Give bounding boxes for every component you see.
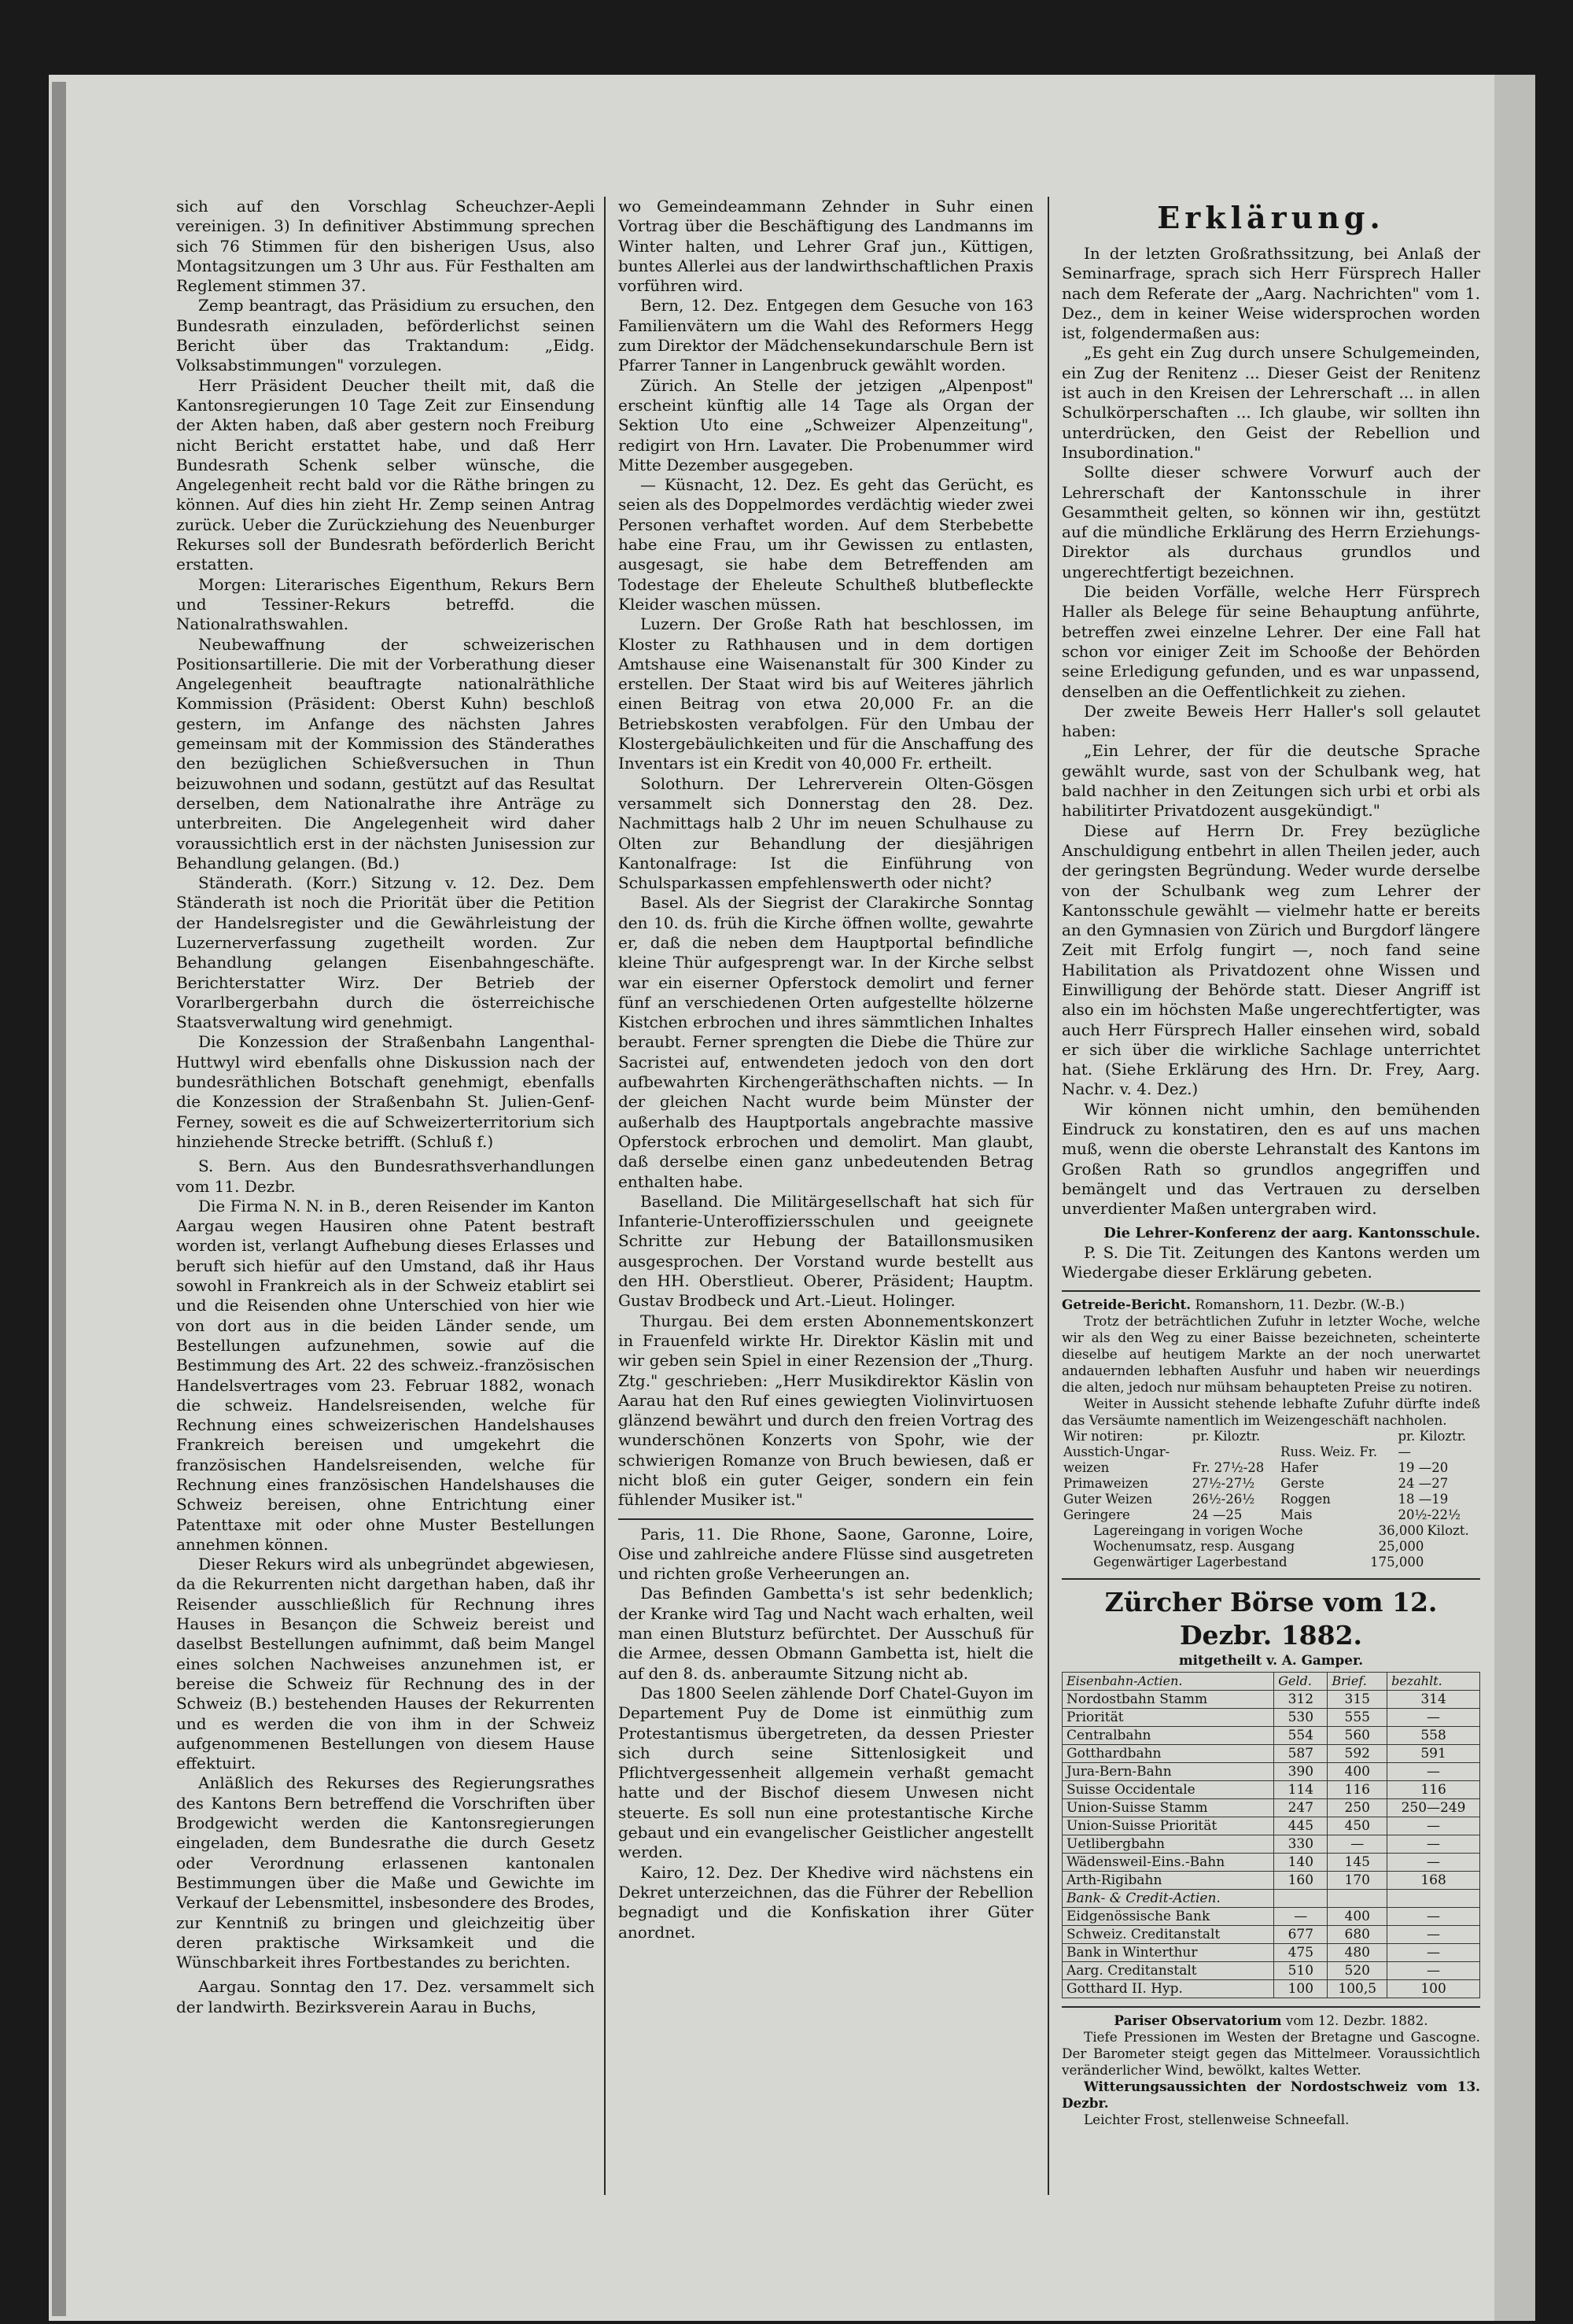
stock-unit [1425, 1539, 1480, 1555]
stock-label: Gegenwärtiger Lagerbestand [1093, 1555, 1288, 1570]
boerse-cell-brief: 560 [1328, 1727, 1387, 1745]
grain-name: Roggen [1280, 1492, 1331, 1507]
boerse-cell-geld: 445 [1274, 1817, 1328, 1835]
boerse-cell-bez: — [1387, 1944, 1480, 1962]
article-paragraph: Basel. Als der Siegrist der Clarakirche Sonntag den 10. ds. früh die Kirche öffnen wollte, gewahrte er, daß die neben dem Hauptportal befindliche kleine Thür aufgesprengt war. In der Kirche selbst war ein eiserner Opferstock demolirt und ferner fünf an verschiedenen Orten aufgestellte hölzerne Kistchen erbrochen und ihres sämmtlichen Inhaltes beraubt. Ferner sprengten die Diebe die Thüre zur Sacristei auf, entwendeten jedoch von den dort aufbewahrten Kirchengeräthschaften nichts. — In der gleichen Nacht wurde beim Münster der außerhalb des Hauptportals angebrachte massive Opferstock erbrochen und demolirt. Man glaubt, daß derselbe einen ganz unbedeutenden Betrag enthalten habe. [618, 893, 1033, 1191]
boerse-cell-name: Schweiz. Creditanstalt [1063, 1926, 1274, 1944]
grain-price: — [1398, 1444, 1411, 1460]
grain-row [1062, 1460, 1480, 1476]
boerse-cell-brief: 100,5 [1328, 1980, 1387, 1998]
boerse-cell-brief: 170 [1328, 1872, 1387, 1890]
boerse-cell-brief: 592 [1328, 1745, 1387, 1763]
section-divider [1062, 1290, 1480, 1292]
grain-row [1062, 1492, 1480, 1507]
grain-report-place-date: Romanshorn, 11. Dezbr. (W.-B.) [1195, 1297, 1405, 1313]
stock-unit [1425, 1555, 1480, 1570]
boerse-cell-name: Nordostbahn Stamm [1063, 1691, 1274, 1709]
grain-name: weizen [1063, 1460, 1110, 1476]
boerse-cell-bez: — [1387, 1908, 1480, 1926]
declaration-paragraph: Sollte dieser schwere Vorwurf auch der Lehrerschaft der Kantonsschule in ihrer Gesammtheit gelten, so können wir ihn, gestützt auf die mündliche Erklärung des Herrn Erziehungs-Direktor als durchaus grundlos und ungerechtfertigt bezeichnen. [1062, 463, 1480, 581]
declaration-heading: Erklärung. [1157, 200, 1385, 235]
article-paragraph: Morgen: Literarisches Eigenthum, Rekurs Bern und Tessiner-Rekurs betreffd. die Nationalrathswahlen. [176, 574, 595, 634]
boerse-cell-name: Arth-Rigibahn [1063, 1872, 1274, 1890]
observatory-title: Pariser Observatorium [1114, 2012, 1282, 2029]
grain-price: 24 —27 [1398, 1476, 1449, 1492]
observatory-report [1062, 2012, 1480, 2128]
article-paragraph: Dieser Rekurs wird als unbegründet abgewiesen, da die Rekurrenten nicht dargethan haben, daß ihr Reisender ausschließlich für Rechnung ihres Hauses in Besançon die Schweiz bereist und daselbst Bestellungen aufnimmt, daß beim Mangel eines solchen Nachweises anzunehmen ist, er bereise die Schweiz für Rechnung des in der Schweiz (B.) bestehenden Hauses der Rekurrenten und es werden die von ihm in der Schweiz aufgenommenen Bestellungen von diesem Hause effektuirt. [176, 1555, 595, 1773]
declaration-paragraph: Wir können nicht umhin, den bemühenden Eindruck zu konstatiren, den es auf uns machen muß, wenn die oberste Lehranstalt des Kantons im Großen Rath so grundlos angegriffen und bemängelt und das Vertrauen zu derselben unverdienter Maßen untergraben wird. [1062, 1099, 1480, 1219]
grain-report-title: Getreide-Bericht. [1062, 1297, 1192, 1313]
middle-column [618, 197, 1033, 1942]
declaration-paragraph: Die beiden Vorfälle, welche Herr Fürsprech Haller als Belege für seine Behauptung anführte, betreffen zwei einzelne Lehrer. Der eine Fall hat schon vor einiger Zeit im Schooße der Behörden seine Erledigung gefunden, und es war unpassend, denselben an die Oeffentlichkeit zu ziehen. [1062, 582, 1480, 701]
boerse-row [1063, 1799, 1480, 1817]
boerse-subtitle: mitgetheilt v. A. Gamper. [1178, 1652, 1364, 1669]
boerse-row [1063, 1908, 1480, 1926]
stock-row [1062, 1523, 1480, 1539]
boerse-cell-brief: 520 [1328, 1962, 1387, 1980]
grain-price: 27½-27½ [1192, 1476, 1255, 1492]
boerse-cell-geld: 247 [1274, 1799, 1328, 1817]
section-divider [618, 1518, 1033, 1520]
grain-header-label: Wir notiren: [1063, 1429, 1144, 1444]
article-paragraph: Zemp beantragt, das Präsidium zu ersuchen, den Bundesrath einzuladen, beförderlichst seinen Bericht über das Traktandum: „Eidg. Volksabstimmungen" vorzulegen. [176, 296, 595, 375]
article-paragraph: Kairo, 12. Dez. Der Khedive wird nächstens ein Dekret unterzeichnen, das die Führer der Rebellion begnadigt und die Konfiskation ihrer Güter anordnet. [618, 1862, 1033, 1942]
left-column [176, 197, 595, 2017]
boerse-cell-bez: 116 [1387, 1781, 1480, 1799]
article-paragraph: Baselland. Die Militärgesellschaft hat sich für Infanterie-Unteroffiziersschulen und geeignete Schritte zur Hebung der Bataillonsmusiken ausgesprochen. Der Vorstand wurde bestellt aus den HH. Oberstlieut. Oberer, Präsident; Hauptm. Gustav Brodbeck und Art.-Lieut. Holinger. [618, 1191, 1033, 1311]
boerse-cell-name: Aarg. Creditanstalt [1063, 1962, 1274, 1980]
section-divider [1062, 2006, 1480, 2008]
boerse-row [1063, 1872, 1480, 1890]
grain-price: Fr. 27½-28 [1192, 1460, 1265, 1476]
grain-report-text: Trotz der beträchtlichen Zufuhr in letzter Woche, welche wir als den Weg zu einer Baisse bezeichneten, scheinterte dieselbe auf heutigem Markte an der noch unerwartet andauernden lebhaften Ausfuhr und haben wir neuerdings die alten, jedoch nur mühsam behaupteten Preise zu notiren. [1062, 1313, 1480, 1396]
grain-price: 19 —20 [1398, 1460, 1449, 1476]
stock-value: 175,000 [1370, 1555, 1424, 1570]
forecast-text: Leichter Frost, stellenweise Schneefall. [1084, 2112, 1350, 2128]
forecast-title: Witterungsaussichten der Nordostschweiz vom 13. Dezbr. [1062, 2079, 1480, 2112]
article-paragraph: Solothurn. Der Lehrerverein Olten-Gösgen versammelt sich Donnerstag den 28. Dez. Nachmittags halb 2 Uhr im neuen Schulhause zu Olten zur Behandlung der diesjährigen Kantonalfrage: Ist die Einführung von Schulsparkassen empfehlenswerth oder nicht? [618, 773, 1033, 893]
boerse-row [1063, 1980, 1480, 1998]
boerse-cell-name: Bank in Winterthur [1063, 1944, 1274, 1962]
boerse-cell-brief: 145 [1328, 1854, 1387, 1872]
boerse-cell-geld: 330 [1274, 1835, 1328, 1854]
boerse-cell-geld: 677 [1274, 1926, 1328, 1944]
grain-table-header [1062, 1429, 1480, 1444]
boerse-cell-geld: 475 [1274, 1944, 1328, 1962]
boerse-cell-bez: 314 [1387, 1691, 1480, 1709]
grain-price-table [1062, 1429, 1480, 1523]
declaration-quote: „Ein Lehrer, der für die deutsche Sprache gewählt wurde, sast von der Schulbank weg, hat bald nachher in den Zeitungen sich urbi et orbi als habilitirter Privatdozent ausgekündigt." [1062, 741, 1480, 821]
grain-name: Guter Weizen [1063, 1492, 1153, 1507]
grain-price: 26½-26½ [1192, 1492, 1255, 1507]
article-paragraph: Neubewaffnung der schweizerischen Positionsartillerie. Die mit der Vorberathung dieser Angelegenheit beauftragte nationalräthliche Kommission (Präsident: Oberst Kuhn) beschloß gestern, im Anfange des nächsten Jahres gemeinsam mit der Kommission des Ständerathes den bezüglichen Schießversuchen in Thun beizuwohnen und sodann, gestützt auf das Resultat derselben, dem Nationalrathe ihre Anträge zu unterbreiten. Die Angelegenheit wird daher voraussichtlich erst in der nächsten Junisession zur Behandlung gelangen. (Bd.) [176, 634, 595, 872]
boerse-row [1063, 1817, 1480, 1835]
column-rule [1048, 197, 1049, 2195]
grain-header-unit: pr. Kiloztr. [1398, 1429, 1467, 1444]
boerse-cell-name: Centralbahn [1063, 1727, 1274, 1745]
boerse-col-header: Brief. [1328, 1673, 1387, 1691]
boerse-cell-geld: 312 [1274, 1691, 1328, 1709]
article-paragraph: Thurgau. Bei dem ersten Abonnementskonzert in Frauenfeld wirkte Hr. Direktor Käslin mit und wir geben sein Spiel in einer Rezension der „Thurg. Ztg." geschrieben: „Herr Musikdirektor Käslin von Aarau hat den Ruf eines gewiegten Violinvirtuosen glänzend bewährt und durch den freien Vortrag des wunderschönen Konzerts von Spohr, wie der schwierigen Romanze von Bruch bewiesen, daß er nicht bloß ein guter Geiger, sondern ein fein fühlender Musiker ist." [618, 1311, 1033, 1510]
boerse-row [1063, 1763, 1480, 1781]
grain-name: Mais [1280, 1507, 1313, 1523]
boerse-row [1063, 1944, 1480, 1962]
boerse-cell-name: Union-Suisse Stamm [1063, 1799, 1274, 1817]
boerse-cell-brief: — [1328, 1835, 1387, 1854]
declaration-ps: P. S. Die Tit. Zeitungen des Kantons werden um Wiedergabe dieser Erklärung gebeten. [1062, 1242, 1480, 1282]
boerse-cell-brief: 250 [1328, 1799, 1387, 1817]
boerse-cell-name: Eidgenössische Bank [1063, 1908, 1274, 1926]
article-paragraph: Die Konzession der Straßenbahn Langenthal-Huttwyl wird ebenfalls ohne Diskussion nach der bundesräthlichen Botschaft genehmigt, ebenfalls die Konzession der Straßenbahn St. Julien-Genf-Ferney, soweit es die auf Schweizerterritorium sich hinziehende Strecke betrifft. (Schluß f.) [176, 1032, 595, 1151]
boerse-cell-brief: 480 [1328, 1944, 1387, 1962]
declaration-quote: „Es geht ein Zug durch unsere Schulgemeinden, ein Zug der Renitenz ... Dieser Geist der Renitenz ist auch in den Kreisen der Lehrerschaft ... in allen Schulkörperschaften ... Ich glaube, wir sollten ihn unterdrücken, den Geist der Rebellion und Insubordination." [1062, 343, 1480, 462]
grain-price: 24 —25 [1192, 1507, 1243, 1523]
article-paragraph: Luzern. Der Große Rath hat beschlossen, im Kloster zu Rathhausen und in dem dortigen Amtshause eine Waisenanstalt für 300 Kinder zu erstellen. Der Staat wird bis auf Weiteres jährlich einen Beitrag von etwa 20,000 Fr. an die Betriebskosten verabfolgen. Für den Umbau der Klostergebäulichkeiten und für die Anschaffung des Inventars ist ein Kredit von 40,000 Fr. ertheilt. [618, 614, 1033, 773]
stock-row [1062, 1539, 1480, 1555]
stock-value: 25,000 [1378, 1539, 1424, 1555]
stock-unit: Kilozt. [1427, 1523, 1469, 1539]
article-paragraph: S. Bern. Aus den Bundesrathsverhandlungen vom 11. Dezbr. [176, 1156, 595, 1196]
boerse-cell-geld: 114 [1274, 1781, 1328, 1799]
grain-price: 18 —19 [1398, 1492, 1449, 1507]
article-paragraph: Das Befinden Gambetta's ist sehr bedenklich; der Kranke wird Tag und Nacht wach erhalten, weil man einen Blutsturz befürchtet. Der Ausschuß für die Armee, dessen Obmann Gambetta ist, hielt die auf den 8. ds. anberaumte Sitzung nicht ab. [618, 1584, 1033, 1683]
boerse-cell-bez: — [1387, 1763, 1480, 1781]
grain-name: Hafer [1280, 1460, 1319, 1476]
article-paragraph: Aargau. Sonntag den 17. Dez. versammelt sich der landwirth. Bezirksverein Aarau in Buchs, [176, 1977, 595, 2016]
declaration-paragraph: Diese auf Herrn Dr. Frey bezügliche Anschuldigung entbehrt in allen Theilen jeder, auch der geringsten Begründung. Weder wurde derselbe von der Schulbank weg zum Lehrer der Kantonsschule gewählt — vielmehr hatte er bereits an den Gymnasien von Zürich und Burgdorf längere Zeit mit Erfolg fungirt —, noch fand seine Habilitation als Privatdozent ohne Wissen und Einwilligung der Behörde statt. Dieser Angriff ist also ein im höchsten Maße ungerechtfertigter, was auch Herr Fürsprech Haller einsehen wird, sobald er sich über die wirkliche Sachlage unterrichtet hat. (Siehe Erklärung des Hrn. Dr. Frey, Aarg. Nachr. v. 4. Dez.) [1062, 821, 1480, 1099]
boerse-cell-brief: 450 [1328, 1817, 1387, 1835]
article-paragraph: Die Firma N. N. in B., deren Reisender im Kanton Aargau wegen Hausiren ohne Patent bestraft worden ist, verlangt Aufhebung dieses Erlasses und beruft sich hiefür auf den Umstand, daß ihr Haus sowohl in Frankreich als in der Schweiz etablirt sei und die Reisenden ohne Unterschied von hier wie von dort aus in die beiden Länder sende, um Bestellungen aufzunehmen, sowie auf die Bestimmung des Art. 22 des schweiz.-französischen Handelsvertrages vom 23. Februar 1882, wonach die schweiz. Handelsreisenden, welche für Rechnung eines schweizerischen Handelshauses Frankreich bereisen und umgekehrt die französischen Handelsreisenden, welche für Rechnung eines französischen Handelshauses die Schweiz bereisen, ohne Entrichtung einer Patenttaxe mit oder ohne Muster Bestellungen annehmen können. [176, 1196, 595, 1554]
boerse-cell-geld: — [1274, 1908, 1328, 1926]
boerse-cell-name: Suisse Occidentale [1063, 1781, 1274, 1799]
observatory-date: vom 12. Dezbr. 1882. [1285, 2012, 1428, 2029]
boerse-cell-name: Union-Suisse Priorität [1063, 1817, 1274, 1835]
boerse-row [1063, 1835, 1480, 1854]
grain-name: Russ. Weiz. Fr. [1280, 1444, 1378, 1460]
grain-row [1062, 1507, 1480, 1523]
grain-row [1062, 1444, 1480, 1460]
boerse-col-header: Geld. [1274, 1673, 1328, 1691]
boerse-cell-brief: 680 [1328, 1926, 1387, 1944]
page-right-edge [1494, 75, 1535, 2321]
grain-name: Ausstich-Ungar- [1063, 1444, 1170, 1460]
boerse-cell-bez: 591 [1387, 1745, 1480, 1763]
boerse-cell-bez: — [1387, 1709, 1480, 1727]
boerse-cell-bez: — [1387, 1835, 1480, 1854]
boerse-table [1062, 1672, 1480, 1998]
grain-name: Primaweizen [1063, 1476, 1148, 1492]
grain-price: 20½-22½ [1398, 1507, 1461, 1523]
article-paragraph: Das 1800 Seelen zählende Dorf Chatel-Guyon im Departement Puy de Dome ist einmüthig zum Protestantismus übergetreten, da dessen Priester sich durch seine Sittenlosigkeit und Pflichtvergessenheit allgemein verhaßt gemacht hatte und der Bischof diesem Unwesen nicht steuerte. Es soll nun eine protestantische Kirche gebaut und ein evangelischer Geistlicher angestellt werden. [618, 1683, 1033, 1862]
boerse-cell-geld: 100 [1274, 1980, 1328, 1998]
boerse-cell-bez: — [1387, 1817, 1480, 1835]
boerse-cell-name: Gotthard II. Hyp. [1063, 1980, 1274, 1998]
boerse-cell-bez: — [1387, 1926, 1480, 1944]
boerse-cell-geld: 530 [1274, 1709, 1328, 1727]
article-paragraph: sich auf den Vorschlag Scheuchzer-Aepli vereinigen. 3) In definitiver Abstimmung sprechen sich 76 Stimmen für den bisherigen Usus, also Montagsitzungen um 3 Uhr aus. Für Festhalten am Reglement stimmen 37. [176, 197, 595, 296]
boerse-row [1063, 1709, 1480, 1727]
article-paragraph: Herr Präsident Deucher theilt mit, daß die Kantonsregierungen 10 Tage Zeit zur Einsendung der Akten haben, daß aber gestern noch Freiburg nicht Bericht erstattet habe, und daß Herr Bundesrath Schenk selber wünsche, die Angelegenheit recht bald vor die Räthe bringen zu können. Auf dies hin zieht Hr. Zemp seinen Antrag zurück. Ueber die Zurückziehung des Neuenburger Rekurses soll der Bundesrath beförderlich Bericht erstatten. [176, 375, 595, 574]
declaration-paragraph: Der zweite Beweis Herr Haller's soll gelautet haben: [1062, 701, 1480, 741]
boerse-cell-bez: 250—249 [1387, 1799, 1480, 1817]
grain-name: Geringere [1063, 1507, 1130, 1523]
boerse-cell-bez: 100 [1387, 1980, 1480, 1998]
boerse-section-label: Bank- & Credit-Actien. [1063, 1890, 1274, 1908]
boerse-section-row [1063, 1890, 1480, 1908]
grain-price [1191, 1444, 1279, 1460]
boerse-row [1063, 1781, 1480, 1799]
stock-label: Wochenumsatz, resp. Ausgang [1093, 1539, 1295, 1555]
boerse-cell-name: Gotthardbahn [1063, 1745, 1274, 1763]
grain-report-text: Weiter in Aussicht stehende lebhafte Zufuhr dürfte indeß das Versäumte namentlich im Weizengeschäft nachholen. [1062, 1396, 1480, 1429]
article-paragraph: Anläßlich des Rekurses des Regierungsrathes des Kantons Bern betreffend die Vorschriften über Brodgewicht werden die Kantonsregierungen eingeladen, dem Bundesrathe die durch Gesetz oder Verordnung erlassenen kantonalen Bestimmungen über die Maße und Gewichte im Verkauf der Lebensmittel, insbesondere des Brodes, zur Kenntniß zu bringen und gleichzeitig über deren praktische Wirksamkeit und die Wünschbarkeit ihres Fortbestandes zu berichten. [176, 1773, 595, 1972]
boerse-cell-bez: 168 [1387, 1872, 1480, 1890]
declaration-paragraph: In der letzten Großrathssitzung, bei Anlaß der Seminarfrage, sprach sich Herr Fürsprech Haller nach dem Referate der „Aarg. Nachrichten" vom 1. Dez., dem in keiner Weise widersprochen worden ist, folgendermaßen aus: [1062, 244, 1480, 343]
article-paragraph: Bern, 12. Dez. Entgegen dem Gesuche von 163 Familienvätern um die Wahl des Reformers Hegg zum Direktor der Mädchensekundarschule Bern ist Pfarrer Tanner in Langenbruck gewählt worden. [618, 296, 1033, 375]
boerse-cell-brief: 315 [1328, 1691, 1387, 1709]
stock-row [1062, 1555, 1480, 1570]
boerse-cell-name: Wädensweil-Eins.-Bahn [1063, 1854, 1274, 1872]
boerse-cell-bez: — [1387, 1854, 1480, 1872]
boerse-row [1063, 1727, 1480, 1745]
boerse-cell-name: Priorität [1063, 1709, 1274, 1727]
page-binding-edge [52, 82, 66, 2316]
stock-label: Lagereingang in vorigen Woche [1093, 1523, 1303, 1539]
grain-header-unit: pr. Kiloztr. [1192, 1429, 1261, 1444]
boerse-row [1063, 1926, 1480, 1944]
boerse-title: Zürcher Börse vom 12. Dezbr. 1882. [1104, 1587, 1438, 1651]
boerse-cell-brief: 400 [1328, 1908, 1387, 1926]
boerse-cell-brief: 555 [1328, 1709, 1387, 1727]
boerse-row [1063, 1962, 1480, 1980]
grain-report [1062, 1297, 1480, 1570]
boerse-cell-bez: 558 [1387, 1727, 1480, 1745]
article-paragraph: Paris, 11. Die Rhone, Saone, Garonne, Loire, Oise und zahlreiche andere Flüsse sind ausgetreten und richten große Verheerungen an. [618, 1524, 1033, 1584]
boerse-section-label: Eisenbahn-Actien. [1063, 1673, 1274, 1691]
declaration-signature: Die Lehrer-Konferenz der aarg. Kantonsschule. [1103, 1224, 1480, 1241]
right-column [1062, 197, 1480, 2128]
boerse-cell-geld: 554 [1274, 1727, 1328, 1745]
boerse-cell-geld: 390 [1274, 1763, 1328, 1781]
boerse-cell-bez: — [1387, 1962, 1480, 1980]
boerse-row [1063, 1854, 1480, 1872]
boerse-row [1063, 1691, 1480, 1709]
section-divider [1062, 1578, 1480, 1580]
boerse-cell-brief: 400 [1328, 1763, 1387, 1781]
grain-row [1062, 1476, 1480, 1492]
article-paragraph: wo Gemeindeammann Zehnder in Suhr einen Vortrag über die Beschäftigung des Landmanns im Winter halten, und Lehrer Graf jun., Küttigen, buntes Allerlei aus der landwirthschaftlichen Praxis vorführen wird. [618, 197, 1033, 296]
article-paragraph: — Küsnacht, 12. Dez. Es geht das Gerücht, es seien als des Doppelmordes verdächtig wieder zwei Personen verhaftet worden. Auf dem Sterbebette habe eine Frau, um ihr Gewissen zu entlasten, ausgesagt, sie habe dem Betreffenden am Todestage der Eheleute Schultheß blutbefleckte Kleider waschen müssen. [618, 475, 1033, 614]
boerse-cell-name: Jura-Bern-Bahn [1063, 1763, 1274, 1781]
column-rule [604, 197, 606, 2195]
grain-name: Gerste [1280, 1476, 1324, 1492]
boerse-cell-geld: 587 [1274, 1745, 1328, 1763]
boerse-cell-geld: 140 [1274, 1854, 1328, 1872]
article-paragraph: Ständerath. (Korr.) Sitzung v. 12. Dez. Dem Ständerath ist noch die Priorität über die Petition der Handelsregister und die Gewährleistung der Luzernerverfassung zugetheilt worden. Zur Behandlung gelangen Eisenbahngeschäfte. Berichterstatter Wirz. Der Betrieb der Vorarlbergerbahn durch die österreichische Staatsverwaltung wird genehmigt. [176, 873, 595, 1032]
boerse-header-row [1063, 1673, 1480, 1691]
boerse-cell-geld: 510 [1274, 1962, 1328, 1980]
article-paragraph: Zürich. An Stelle der jetzigen „Alpenpost" erscheint künftig alle 14 Tage als Organ der Sektion Uto eine „Schweizer Alpenzeitung", redigirt von Hrn. Lavater. Die Probenummer wird Mitte Dezember ausgegeben. [618, 375, 1033, 474]
boerse-col-header: bezahlt. [1387, 1673, 1480, 1691]
boerse-row [1063, 1745, 1480, 1763]
boerse-cell-name: Uetlibergbahn [1063, 1835, 1274, 1854]
grain-stock-table [1062, 1523, 1480, 1570]
boerse-cell-geld: 160 [1274, 1872, 1328, 1890]
boerse-cell-brief: 116 [1328, 1781, 1387, 1799]
observatory-text: Tiefe Pressionen im Westen der Bretagne und Gascogne. Der Barometer steigt gegen das Mittelmeer. Voraussichtlich veränderlicher Wind, bewölkt, kaltes Wetter. [1062, 2029, 1480, 2079]
stock-value: 36,000 [1378, 1523, 1424, 1539]
